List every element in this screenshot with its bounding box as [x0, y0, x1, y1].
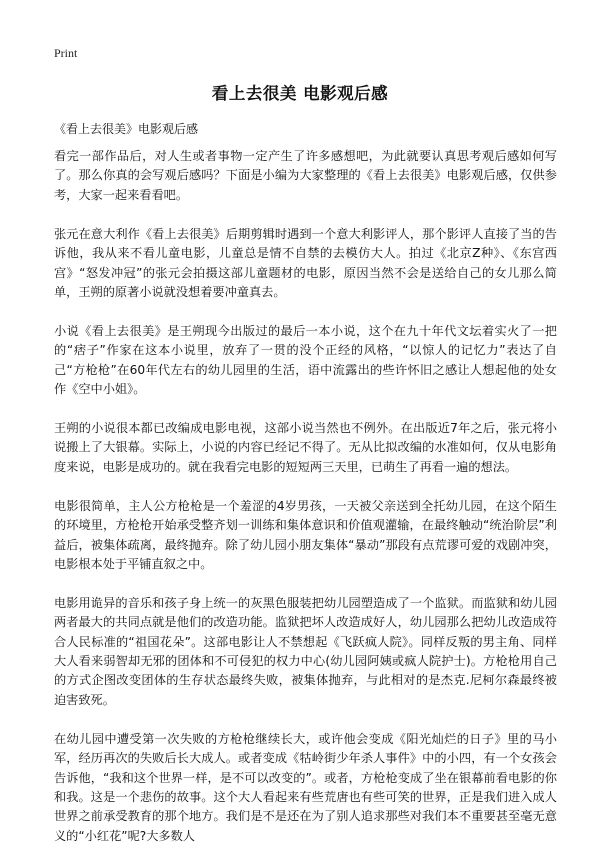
paragraph: 张元在意大利作《看上去很美》后期剪辑时遇到一个意大利影评人，那个影评人直接了当的告诉他，我从来不看儿童电影，儿童总是情不自禁的去模仿大人。拍过《北京Z种》、《东宫西宫》“怒发冲冠”的张元会拍摄这部儿童题材的电影，原因当然不会是送给自己的女儿那么简单，王朔的原著小说就没想着要冲童真去。	[54, 226, 557, 299]
paragraph: 电影很简单，主人公方枪枪是一个羞涩的4岁男孩，一天被父亲送到全托幼儿园，在这个陌生的环境里，方枪枪开始承受整齐划一训练和集体意识和价值观灌输，在最终触动“统治阶层”利益后，被集体疏离，最终抛弃。除了幼儿园小朋友集体“暴动”那段有点荒谬可爱的戏剧冲突，电影根本处于平铺直叙之中。	[54, 498, 557, 571]
print-link[interactable]: Print	[54, 46, 78, 60]
paragraph: 电影用诡异的音乐和孩子身上统一的灰黑色服装把幼儿园塑造成了一个监狱。而监狱和幼儿园两者最大的共同点就是他们的改造功能。监狱把坏人改造成好人，幼儿园那么把幼儿改造成符合人民标准的“祖国花朵”。这部电影让人不禁想起《飞跃疯人院》。同样反叛的男主角、同样大人看来弱智却无邪的团体和不可侵犯的权力中心(幼儿园阿姨或疯人院护士)。方枪枪用自己的方式企图改变团体的生存状态最终失败，被集体抛弃，与此相对的是杰克.尼柯尔森最终被迫害致死。	[54, 595, 557, 707]
page-title: 看上去很美 电影观后感	[211, 84, 389, 103]
paragraph: 在幼儿园中遭受第一次失败的方枪枪继续长大，或许他会变成《阳光灿烂的日子》里的马小军，经历再次的失败后长大成人。或者变成《牯岭街少年杀人事件》中的小四，有一个女孩会告诉他，“我和这个世界一样，是不可以改变的”。或者，方枪枪变成了坐在银幕前看电影的你和我。这是一个悲伤的故事。这个大人看起来有些荒唐也有些可笑的世界，正是我们进入成人世界之前承受教育的那个地方。我们是不是还在为了别人追求那些对我们本不重要甚至毫无意义的“小红花”呢?大多数人	[54, 731, 557, 843]
paragraph: 小说《看上去很美》是王朔现今出版过的最后一本小说，这个在九十年代文坛着实火了一把的“痞子”作家在这本小说里，放弃了一贯的没个正经的风格，“以惊人的记忆力”表达了自己“方枪枪”在60年代左右的幼儿园里的生活，语中流露出的些许怀旧之感让人想起他的处女作《空中小姐》。	[54, 323, 557, 397]
article-body	[54, 147, 557, 866]
article-subtitle: 《看上去很美》电影观后感	[54, 122, 199, 136]
paragraph: 看完一部作品后，对人生或者事物一定产生了许多感想吧，为此就要认真思考观后感如何写了。那么你真的会写观后感吗？下面是小编为大家整理的《看上去很美》电影观后感，仅供参考，大家一起来看看吧。	[54, 149, 557, 202]
paragraph: 王朔的小说很本都已改编成电影电视，这部小说当然也不例外。在出版近7年之后，张元将小说搬上了大银幕。实际上，小说的内容已经记不得了。无从比拟改编的水准如何，仅从电影角度来说，电影是成功的。就在我看完电影的短短两三天里，已萌生了再看一遍的想法。	[54, 420, 557, 474]
